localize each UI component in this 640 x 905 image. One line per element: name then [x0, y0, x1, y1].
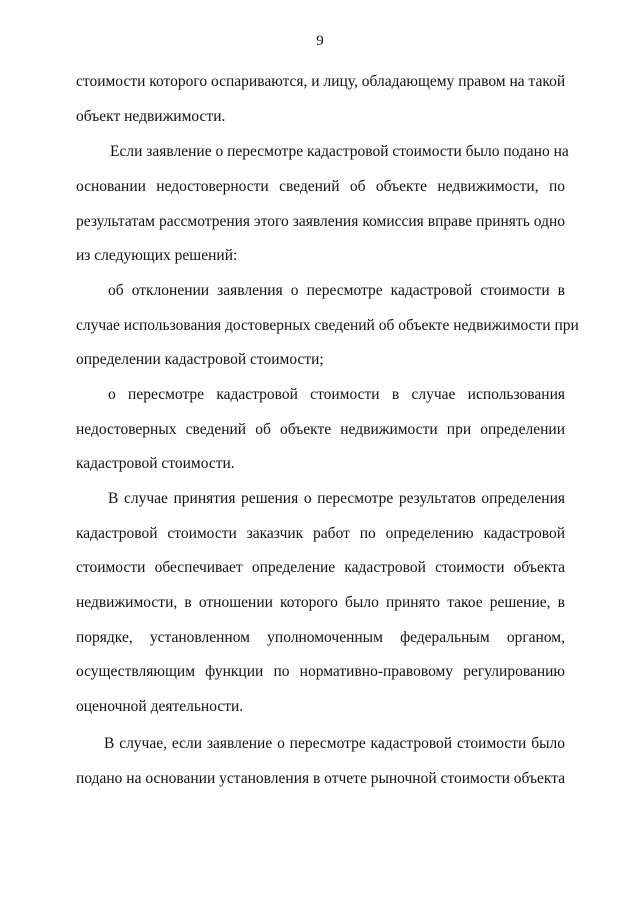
text-line: результатам рассмотрения этого заявления комиссия вправе принять одно: [76, 213, 565, 230]
text-line: оценочной деятельности.: [76, 698, 244, 715]
text-line: стоимости которого оспариваются, и лицу, обладающему правом на такой: [76, 73, 566, 90]
page-number: 9: [316, 33, 324, 49]
text-line: кадастровой стоимости заказчик работ по определению кадастровой: [76, 525, 565, 542]
text-line: недвижимости, в отношении которого было принято такое решение, в: [76, 594, 565, 611]
text-line: основании недостоверности сведений об объекте недвижимости, по: [76, 178, 565, 195]
text-line: из следующих решений:: [76, 247, 238, 264]
text-line: определении кадастровой стоимости;: [76, 351, 324, 368]
paragraph-first-line: В случае принятия решения о пересмотре результатов определения: [108, 490, 565, 507]
paragraph-first-line: о пересмотре кадастровой стоимости в случае использования: [108, 386, 565, 403]
text-line: случае использования достоверных сведений об объекте недвижимости при: [76, 317, 579, 334]
text-line: подано на основании установления в отчете рыночной стоимости объекта: [76, 770, 566, 787]
text-line: порядке, установленном уполномоченным федеральным органом,: [76, 629, 565, 646]
paragraph-first-line: об отклонении заявления о пересмотре кадастровой стоимости в: [108, 282, 565, 299]
text-line: осуществляющим функции по нормативно-правовому регулированию: [76, 663, 565, 680]
paragraph-first-line: В случае, если заявление о пересмотре кадастровой стоимости было: [104, 735, 565, 752]
text-line: объект недвижимости.: [76, 108, 226, 125]
text-line: недостоверных сведений об объекте недвижимости при определении: [76, 421, 565, 438]
text-line: кадастровой стоимости.: [76, 455, 235, 472]
paragraph-first-line: Если заявление о пересмотре кадастровой стоимости было подано на: [110, 143, 569, 160]
text-line: стоимости обеспечивает определение кадастровой стоимости объекта: [76, 559, 565, 576]
